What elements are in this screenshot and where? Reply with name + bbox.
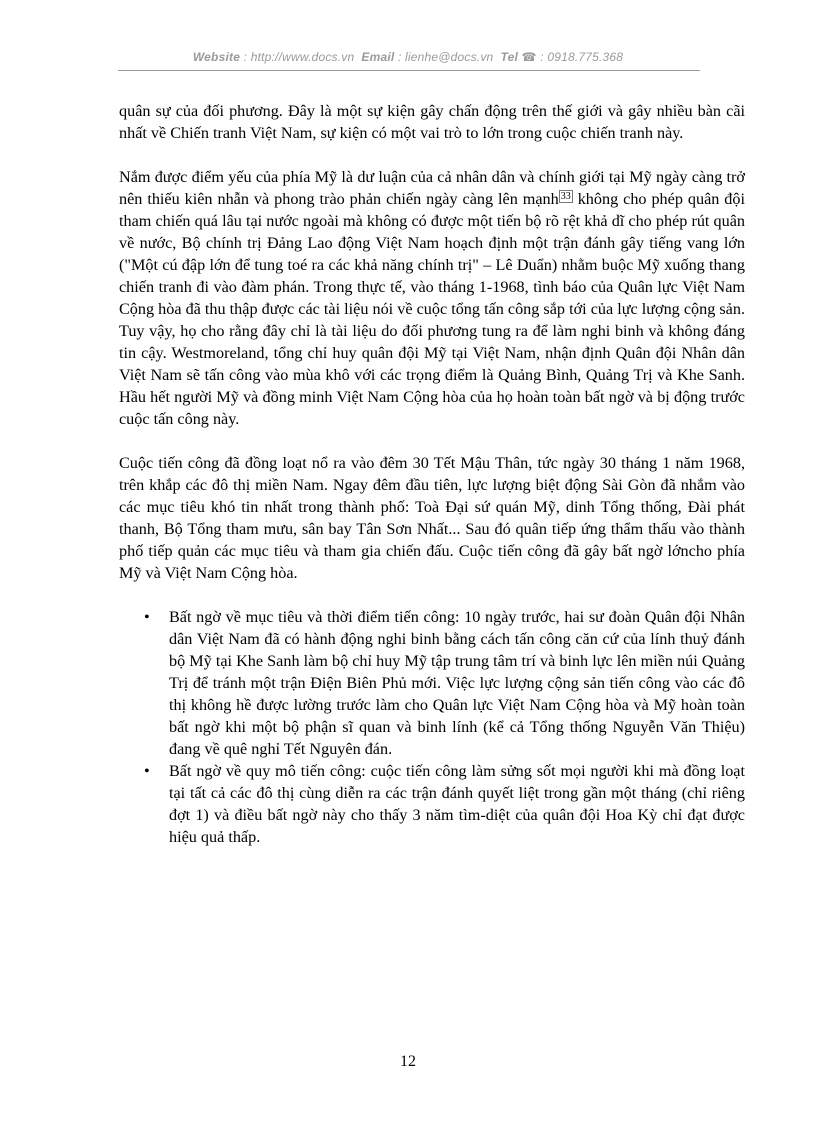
- footnote-reference[interactable]: 33: [560, 191, 571, 202]
- bullet-list: [119, 606, 745, 848]
- document-body: [119, 100, 745, 848]
- page-header: [0, 50, 816, 64]
- paragraph-2: [119, 166, 745, 430]
- list-item-text: Bất ngờ về mục tiêu và thời điểm tiến công: 10 ngày trước, hai sư đoàn Quân đội Nhân dân Việt Nam đã có hành động nghi binh bằng cách tấn công căn cứ của lính thuỷ đánh bộ Mỹ tại Khe Sanh làm bộ chỉ huy Mỹ tập trung tâm trí và binh lực lên miền núi Quảng Trị để tránh một trận Điện Biên Phủ mới. Việc lực lượng cộng sản tiến công vào các đô thị không hề được lường trước làm cho Quân lực Việt Nam Cộng hòa và Mỹ hoàn toàn bất ngờ khi một bộ phận sĩ quan và binh lính (kể cả Tổng thống Nguyễn Văn Thiệu) đang về quê nghỉ Tết Nguyên đán.: [169, 608, 745, 758]
- website-url[interactable]: : http://www.docs.vn: [243, 50, 355, 64]
- bullet-marker: •: [144, 608, 150, 626]
- list-item: [144, 760, 745, 848]
- bullet-marker: •: [144, 762, 150, 780]
- paragraph-1: quân sự của đối phương. Đây là một sự kiện gây chấn động trên thế giới và gây nhiều bàn cãi nhất về Chiến tranh Việt Nam, sự kiện có một vai trò to lớn trong cuộc chiến tranh này.: [119, 102, 745, 142]
- telephone-icon: ☎: [521, 50, 537, 64]
- list-item-text: Bất ngờ về quy mô tiến công: cuộc tiến công làm sửng sốt mọi người khi mà đồng loạt tại tất cả các đô thị cùng diễn ra các trận đánh quyết liệt trong gần một tháng (chỉ riêng đợt 1) và điều bất ngờ này cho thấy 3 năm tìm-diệt của quân đội Hoa Kỳ chỉ đạt được hiệu quả thấp.: [169, 762, 745, 846]
- paragraph-2-text-cont: không cho phép quân đội tham chiến quá lâu tại nước ngoài mà không có được một tiến bộ rõ rệt khả dĩ cho phép rút quân về nước, Bộ chính trị Đảng Lao động Việt Nam hoạch định một trận đánh gây tiếng vang lớn ("Một cú đập lớn để tung toé ra các khả năng chính trị" – Lê Duẩn) nhằm buộc Mỹ xuống thang chiến tranh đi vào đàm phán. Trong thực tế, vào tháng 1-1968, tình báo của Quân lực Việt Nam Cộng hòa đã thu thập được các tài liệu nói về cuộc tổng tấn công sắp tới của lực lượng cộng sản. Tuy vậy, họ cho rằng đây chỉ là tài liệu do đối phương tung ra để làm nghi binh và không đáng tin cậy. Westmoreland, tổng chỉ huy quân đội Mỹ tại Việt Nam, nhận định Quân đội Nhân dân Việt Nam sẽ tấn công vào mùa khô với các trọng điểm là Quảng Bình, Quảng Trị và Khe Sanh. Hầu hết người Mỹ và đồng minh Việt Nam Cộng hòa của họ hoàn toàn bất ngờ và bị động trước cuộc tấn công này.: [119, 190, 745, 428]
- list-item: [144, 606, 745, 760]
- website-label: Website: [192, 50, 241, 64]
- tel-number: : 0918.775.368: [540, 50, 624, 64]
- page-number: 12: [400, 1053, 416, 1070]
- tel-label: Tel: [500, 50, 518, 64]
- email-label: Email: [361, 50, 395, 64]
- email-address[interactable]: : lienhe@docs.vn: [397, 50, 494, 64]
- paragraph-2-text: Nắm được điểm yếu của phía Mỹ là dư luận của cả nhân dân và chính giới tại Mỹ ngày càng trở nên thiếu kiên nhẫn và phong trào phản chiến ngày càng lên mạnh: [119, 168, 745, 208]
- header-divider: [118, 70, 700, 71]
- paragraph-3: Cuộc tiến công đã đồng loạt nổ ra vào đêm 30 Tết Mậu Thân, tức ngày 30 tháng 1 năm 1968, trên khắp các đô thị miền Nam. Ngay đêm đầu tiên, lực lượng biệt động Sài Gòn đã nhắm vào các mục tiêu khó tin nhất trong thành phố: Toà Đại sứ quán Mỹ, dinh Tổng thống, Đài phát thanh, Bộ Tổng tham mưu, sân bay Tân Sơn Nhất... Sau đó quân tiếp ứng thẩm thấu vào thành phố tiếp quản các mục tiêu và tham gia chiến đấu. Cuộc tiến công đã gây bất ngờ lớncho phía Mỹ và Việt Nam Cộng hòa.: [119, 454, 745, 582]
